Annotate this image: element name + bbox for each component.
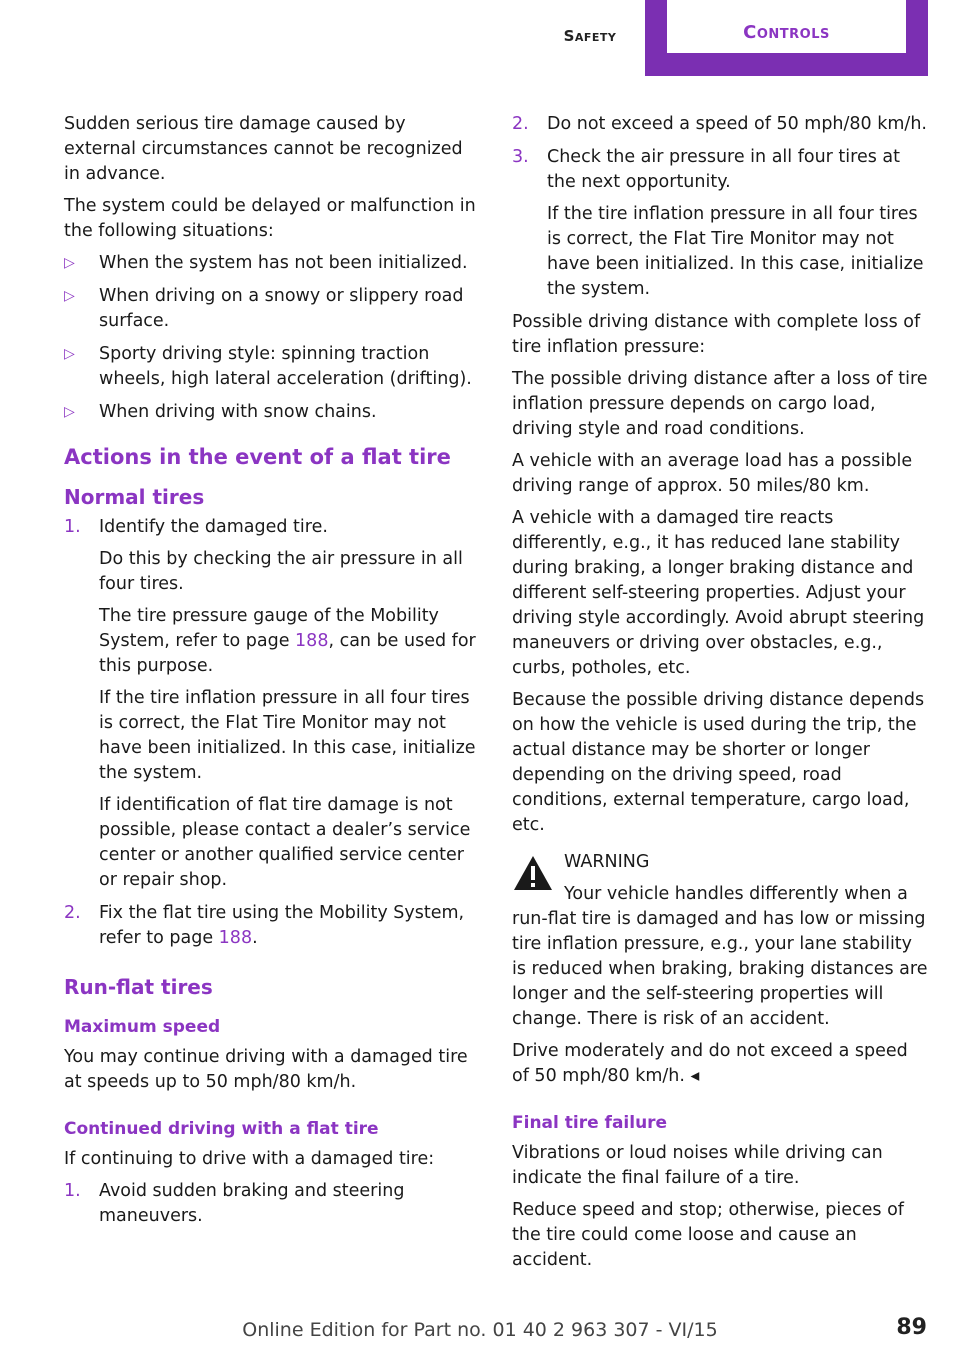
step-detail-text: The tire pressure gauge of the Mobility System, refer to page — [99, 606, 439, 651]
step-number: 2. — [512, 114, 529, 134]
final-failure-paragraph: Reduce speed and stop; otherwise, pieces of the tire could come loose and cause an accident. — [512, 1200, 904, 1270]
step-text: Check the air pressure in all four tires at the next opportunity. — [547, 147, 900, 192]
tab-safety — [535, 0, 645, 74]
list-item-text: When driving on a snowy or slippery road surface. — [99, 286, 464, 331]
maximum-speed-text: You may continue driving with a damaged tire at speeds up to 50 mph/80 km/h. — [64, 1047, 468, 1092]
step-detail-text: , can be used for this purpose. — [99, 631, 476, 676]
step-text: Avoid sudden braking and steering maneuvers. — [99, 1181, 405, 1226]
situations-intro: The system could be delayed or malfunction in the following situations: — [64, 196, 476, 241]
step-detail: Do this by checking the air pressure in all four tires. — [99, 549, 463, 594]
step-text — [99, 901, 482, 951]
distance-paragraph: A vehicle with an average load has a possible driving range of approx. 50 miles/80 km. — [512, 451, 913, 496]
warning-triangle-icon — [512, 854, 554, 892]
tab-controls — [645, 0, 928, 76]
step-detail: If identification of flat tire damage is not possible, please contact a dealer’s service center or another qualified service center or repair shop. — [99, 795, 471, 890]
warning-text: Your vehicle handles differently when a run-flat tire is damaged and has low or missing tire inflation pressure, e.g., your lane stability is reduced when braking, braking distances are longer and the self-steering properties will change. There is risk of an accident. — [512, 884, 928, 1029]
page-number: 89 — [896, 1315, 927, 1340]
distance-paragraph: The possible driving distance after a loss of tire inflation pressure depends on cargo load, driving style and road conditions. — [512, 369, 928, 439]
page-link[interactable]: 188 — [295, 631, 329, 651]
list-item — [64, 251, 482, 276]
triangle-bullet-icon: ▷ — [64, 404, 75, 420]
step-text: Do not exceed a speed of 50 mph/80 km/h. — [547, 114, 927, 134]
normal-tires-steps — [64, 515, 482, 951]
continued-driving-steps-cont — [512, 112, 930, 302]
page-link[interactable]: 188 — [218, 928, 253, 948]
continued-driving-text: If continuing to drive with a damaged tire: — [64, 1149, 435, 1169]
list-item — [64, 400, 482, 425]
distance-paragraph: A vehicle with a damaged tire reacts differently, e.g., it has reduced lane stability during braking, a longer braking distance and different self-steering properties. Adjust your driving style accordingly. Avoid abrupt steering maneuvers or driving over obstacles, e.g., curbs, potholes, etc. — [512, 508, 925, 678]
list-item-text: When the system has not been initialized. — [99, 253, 468, 273]
step-text: Identify the damaged tire. — [99, 517, 328, 537]
step-number: 1. — [64, 517, 81, 537]
list-item-text: Sporty driving style: spinning traction wheels, high lateral acceleration (drifting). — [99, 344, 472, 389]
list-item — [64, 284, 482, 334]
warning-text-conclusion: Drive moderately and do not exceed a speed of 50 mph/80 km/h. ◂ — [512, 1041, 908, 1086]
step-item — [64, 515, 482, 893]
triangle-bullet-icon: ▷ — [64, 255, 75, 271]
distance-paragraph: Because the possible driving distance depends on how the vehicle is used during the trip, the actual distance may be shorter or longer depending on the driving speed, road conditions, external temperature, cargo load, etc. — [512, 690, 925, 835]
tab-controls-label: Controls — [743, 22, 830, 43]
step-item — [512, 145, 930, 302]
step-item — [64, 901, 482, 951]
heading-flat-tire-actions: Actions in the event of a flat tire — [64, 445, 451, 469]
step-text-part: . — [252, 928, 258, 948]
final-failure-paragraph: Vibrations or loud noises while driving can indicate the final failure of a tire. — [512, 1143, 883, 1188]
intro-paragraph: Sudden serious tire damage caused by external circumstances cannot be recognized in advance. — [64, 114, 463, 184]
tab-controls-inner — [667, 0, 906, 53]
step-number: 3. — [512, 147, 529, 167]
situations-list — [64, 251, 482, 425]
step-item — [512, 112, 930, 137]
step-number: 1. — [64, 1181, 81, 1201]
triangle-bullet-icon: ▷ — [64, 346, 75, 362]
step-detail — [99, 604, 482, 679]
step-item — [64, 1179, 482, 1229]
list-item — [64, 342, 482, 392]
heading-final-tire-failure: Final tire failure — [512, 1113, 668, 1133]
continued-driving-steps — [64, 1179, 482, 1229]
step-text-part: Fix the flat tire using the Mobility System, refer to page — [99, 903, 465, 948]
list-item-text: When driving with snow chains. — [99, 402, 377, 422]
footer-edition: Online Edition for Part no. 01 40 2 963 307 - VI/15 — [242, 1319, 718, 1341]
warning-block — [512, 850, 930, 892]
heading-normal-tires: Normal tires — [64, 485, 205, 509]
step-detail: If the tire inflation pressure in all four tires is correct, the Flat Tire Monitor may not have been initialized. In this case, initialize the system. — [547, 204, 924, 299]
right-column — [512, 112, 930, 1280]
step-number: 2. — [64, 903, 81, 923]
warning-label: WARNING — [564, 852, 650, 872]
heading-continued-driving: Continued driving with a flat tire — [64, 1119, 379, 1139]
triangle-bullet-icon: ▷ — [64, 288, 75, 304]
heading-run-flat-tires: Run-flat tires — [64, 975, 213, 999]
tab-safety-label: Safety — [563, 27, 617, 45]
step-detail: If the tire inflation pressure in all four tires is correct, the Flat Tire Monitor may not have been initialized. In this case, initialize the system. — [99, 688, 476, 783]
heading-maximum-speed: Maximum speed — [64, 1017, 221, 1037]
left-column — [64, 112, 482, 1237]
distance-intro: Possible driving distance with complete loss of tire inflation pressure: — [512, 312, 921, 357]
